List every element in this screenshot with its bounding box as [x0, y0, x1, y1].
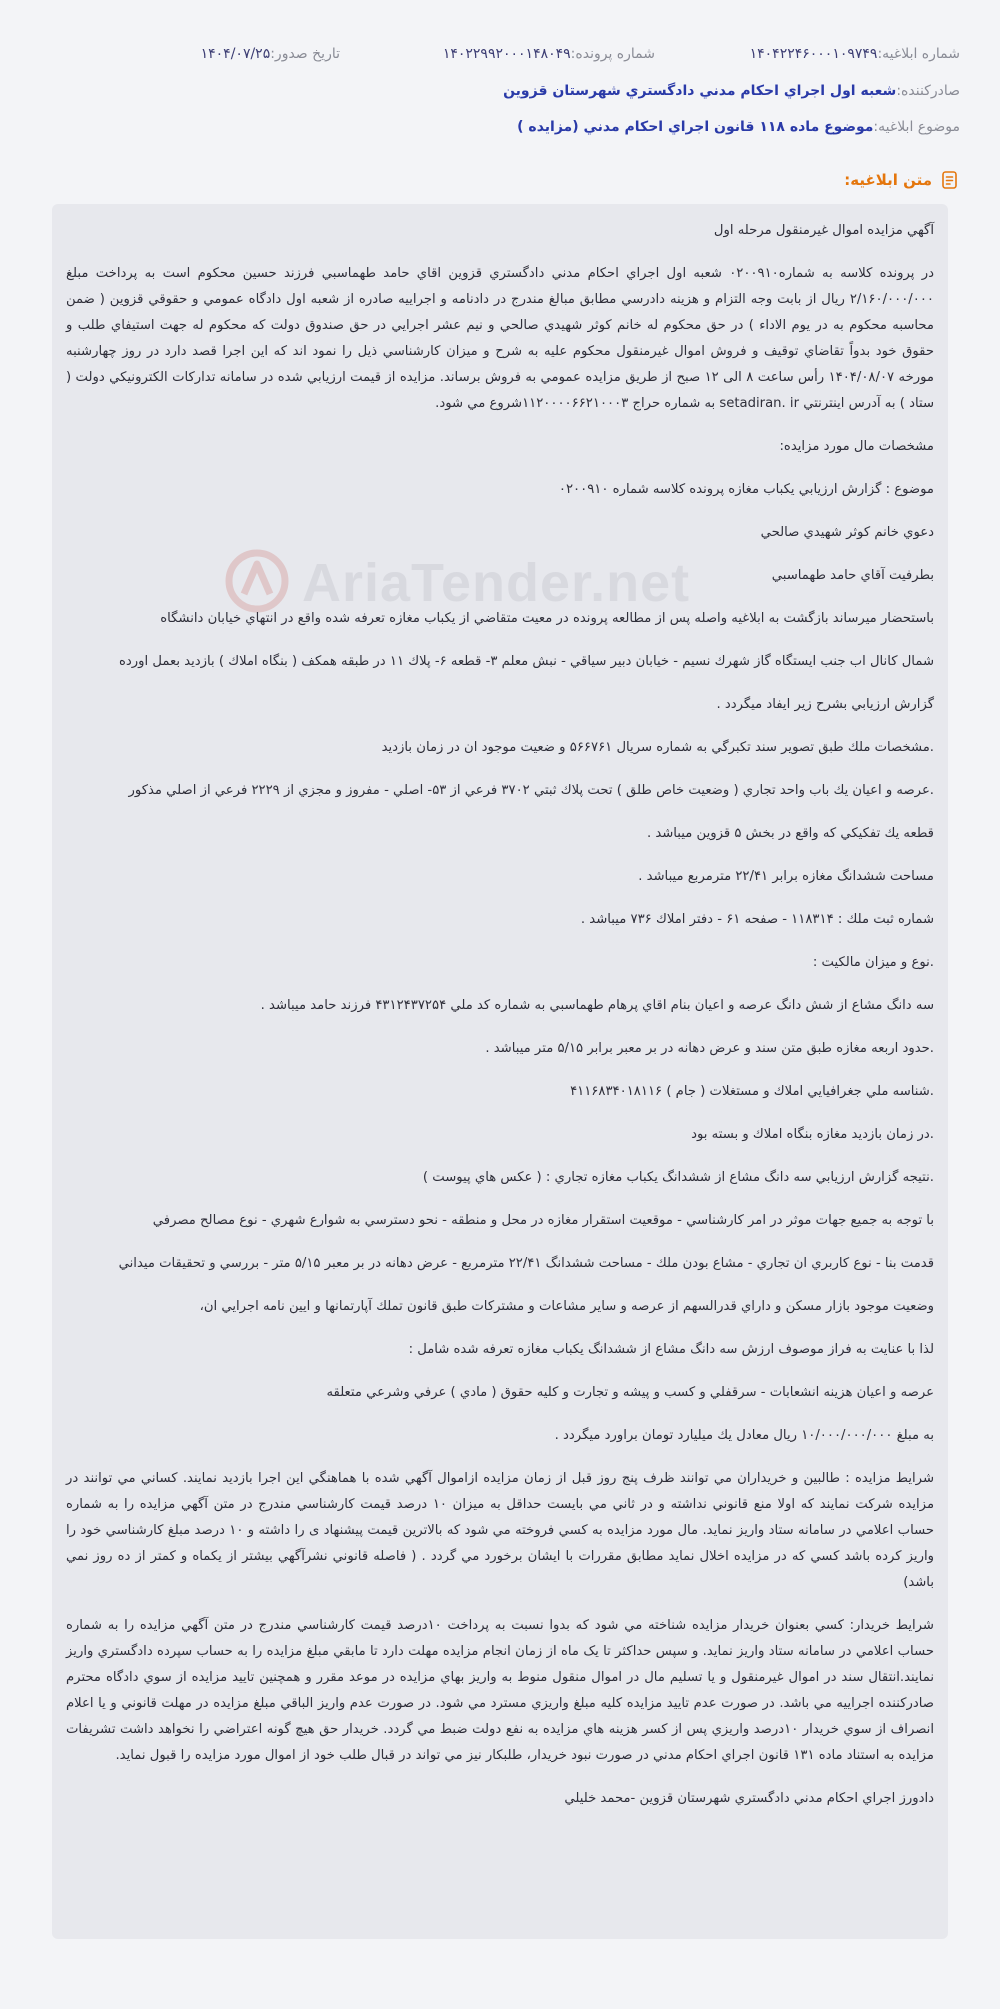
issuer-label: صادرکننده: [896, 83, 960, 99]
notice-paragraph: بطرفيت آقاي حامد طهماسبي [771, 568, 934, 583]
issue-date [201, 46, 340, 62]
notice-paragraph: عرصه و اعيان هزينه انشعابات - سرقفلي و كسب و پيشه و تجارت و كليه حقوق ( مادي ) عرفي وشرعي متعلقه [326, 1385, 934, 1400]
notice-paragraph: .شناسه ملي جغرافيايي املاك و مستغلات ( جام ) ۴۱۱۶۸۳۴۰۱۸۱۱۶ [570, 1084, 934, 1099]
notice-paragraph: .حدود اربعه مغازه طبق متن سند و عرض دهانه در بر معبر برابر ۵/۱۵ متر ميباشد . [485, 1041, 934, 1056]
issuer-row [40, 83, 960, 99]
notice-paragraph: .عرصه و اعيان يك باب واحد تجاري ( وضعيت خاص طلق ) تحت پلاك ثبتي ۳۷۰۲ فرعي از ۵۳- اصلي - مفروز و مجزي از ۲۲۲۹ فرعي از اصلي مذكور [128, 783, 934, 798]
notice-number-value: ۱۴۰۴۲۲۴۶۰۰۰۱۰۹۷۴۹ [749, 46, 878, 62]
notice-paragraph: .نوع و ميزان مالكيت : [812, 955, 934, 970]
notice-paragraph: مشخصات مال مورد مزايده: [779, 439, 934, 454]
case-number [443, 46, 655, 62]
notice-paragraph: قدمت بنا - نوع كاربري ان تجاري - مشاع بودن ملك - مساحت ششدانگ ۲۲/۴۱ مترمربع - عرض دهانه در بر معبر ۵/۱۵ متر - بررسي و تحقيقات ميداني [118, 1256, 934, 1271]
notice-paragraph: لذا با عنايت به فراز موصوف ارزش سه دانگ مشاع از ششدانگ يكباب مغازه تعرفه شده شامل : [408, 1342, 934, 1357]
notice-paragraph: دادورز اجراي احکام مدني دادگستري شهرستان قزوين -محمد خليلي [564, 1791, 934, 1806]
document-text-icon [940, 170, 960, 190]
watermark-text: AriaTender.net [302, 553, 691, 613]
notice-paragraph: آگهي مزايده اموال غيرمنقول مرحله اول [713, 223, 934, 238]
notice-paragraph: شرايط مزايده : طالبين و خريداران مي توانند ظرف پنج روز قبل از زمان مزايده ازاموال آگهي شده با هماهنگي اين اجرا بازديد نمايند. كساني مي توانند در مزايده شركت نمايند كه اولا منع قانوني نداشته و در ثاني مي بايست حداقل به ميزان ۱۰ درصد قيمت كارشناسي مندرج در متن آگهي مزايده را به شماره حساب اعلامي در سامانه ستاد واريز نمايد. مال مورد مزايده به كسي فروخته مي شود كه بالاترين قيمت پيشنهاد ی را داشته و ۱۰ درصد مبلغ كارشناسي خود را واريز كرده باشد كسي كه در مزايده اخلال نمايد مطابق مقررات با ايشان برخورد مي گردد . ( فاصله قانوني نشرآگهي بيشتر از يكماه و كمتر از ده روز نمي باشد) [66, 1471, 935, 1590]
notice-paragraph: سه دانگ مشاع از شش دانگ عرصه و اعيان بنام اقاي پرهام طهماسبي به شماره كد ملي ۴۳۱۲۴۳۷۲۵۴ فرزند حامد ميباشد . [260, 998, 934, 1013]
notice-paragraph: شمال كانال اب جنب ايستگاه گاز شهرك نسيم - خيابان دبير سياقي - نبش معلم ۳- قطعه ۶- پلاك ۱۱ در طبقه همكف ( بنگاه املاك ) بازديد بعمل اورده [119, 654, 934, 669]
notice-paragraph: با توجه به جميع جهات موثر در امر كارشناسي - موقعيت استقرار مغازه در محل و منطقه - نحو دسترسي به شوارع شهري - نوع مصالح مصرفي [152, 1213, 934, 1228]
notice-paragraph: .در زمان بازديد مغازه بنگاه املاك و بسته بود [691, 1127, 934, 1142]
subject-value: موضوع ماده ۱۱۸ قانون اجراي احکام مدني (مزايده ) [517, 119, 874, 135]
notice-paragraph: در پرونده كلاسه به شماره۰۲۰۰۹۱۰ شعبه اول اجراي احكام مدني دادگستري قزوين اقاي حامد طهماسبي فرزند حسين محکوم است به پرداخت مبلغ ۲/۱۶۰/۰۰۰/۰۰۰ ريال از بابت وجه التزام و هزينه دادرسي مطابق مبالغ مندرج در دادنامه و اجراييه صادره از شعبه اول دادگاه عمومي و حقوقي قزوين ( ضمن محاسبه محکوم به در يوم الاداء ) در حق محكوم له خانم كوثر شهيدي صالحي و نيم عشر اجرايي در حق صندوق دولت كه محكوم له جهت استيفاي طلب و حقوق خود بدواً تقاضاي توقيف و فروش اموال غيرمنقول محكوم عليه به شرح و ميزان كارشناسي ذيل را نمود اند كه اين اجرا قصد دارد در روز چهارشنبه مورخه ۱۴۰۴/۰۸/۰۷ رأس ساعت ۸ الی ۱۲ صبح از طريق مزايده عمومي به فروش برساند. مزايده از قيمت ارزيابي شده در سامانه تداركات الكترونيكي دولت ( ستاد ) به آدرس اينترنتي setadiran. ir به شماره حراج ۱۱۲۰۰۰۰۶۶۲۱۰۰۰۳شروع مي شود. [66, 266, 934, 411]
notice-paragraph: دعوي خانم كوثر شهيدي صالحي [760, 525, 934, 540]
case-number-value: ۱۴۰۲۲۹۹۲۰۰۰۱۴۸۰۴۹ [442, 46, 571, 62]
notice-number-label: شماره ابلاغيه: [877, 46, 960, 62]
issuer-value: شعبه اول اجراي احکام مدني دادگستري شهرستان قزوين [503, 83, 897, 99]
notice-body-card [52, 204, 948, 1939]
notice-body-text [66, 218, 934, 1829]
subject-row [40, 119, 960, 135]
notice-paragraph: موضوع : گزارش ارزيابي يكباب مغازه پرونده كلاسه شماره ۰۲۰۰۹۱۰ [558, 482, 934, 497]
notice-paragraph: شرايط خريدار: كسي بعنوان خريدار مزايده شناخته مي شود كه بدوا نسبت به پرداخت ۱۰درصد قيمت كارشناسي مندرج در متن آگهي مزايده را به شماره حساب اعلامي در سامانه ستاد واريز نمايد. و سپس حداكثر تا يک ماه از زمان انجام مزايده مهلت دارد تا مابقي مبلغ مزايده را به حساب سپرده دادگستري واريز نمايند.انتقال سند در اموال غيرمنقول و يا تسليم مال در اموال منقول منوط به واريز بهاي مزايده در موعد مقرر و همچنين تاييد مزايده از سوي دادگاه محترم صادركننده اجراييه مي باشد. در صورت عدم تاييد مزايده كليه مبلغ واريزي مسترد مي شود. در صورت عدم واريز الباقي مبلغ مزايده در مهلت قانوني و يا اعلام انصراف از سوي خريدار ۱۰درصد واريزي پس از كسر هزينه هاي مزايده به نفع دولت ضبط مي گردد. خريدار حق هيچ گونه اعتراضي را نخواهد داشت تشريفات مزايده به استناد ماده ۱۳۱ قانون اجراي احكام مدني در صورت نبود خريدار، طلبكار نيز مي تواند در قبال طلب خود از اموال مورد مزايده را قبول نمايد. [66, 1618, 934, 1763]
notice-paragraph: شماره ثبت ملك : ۱۱۸۳۱۴ - صفحه ۶۱ - دفتر املاك ۷۳۶ ميباشد . [580, 912, 934, 927]
notice-paragraph: قطعه يك تفكيكي كه واقع در بخش ۵ قزوين ميباشد . [646, 826, 934, 841]
subject-label: موضوع ابلاغيه: [873, 119, 960, 135]
notice-paragraph: گزارش ارزيابي بشرح زير ايفاد ميگردد . [716, 697, 934, 712]
notice-paragraph: وضعيت موجود بازار مسكن و داراي قدرالسهم از عرصه و ساير مشاعات و مشتركات طبق قانون تملك آپارتمانها و ايين نامه اجرايي ان، [199, 1299, 934, 1314]
notice-text-heading [844, 170, 960, 190]
issue-date-value: ۱۴۰۴/۰۷/۲۵ [200, 46, 271, 62]
notice-number [750, 46, 960, 62]
notice-paragraph: .مشخصات ملك طبق تصوير سند تكبرگي به شماره سريال ۵۶۶۷۶۱ و ضعيت موجود ان در زمان بازديد [381, 740, 934, 755]
notice-text-title: متن ابلاغيه: [844, 171, 932, 189]
notice-paragraph: باستحضار ميرساند بازگشت به ابلاغيه واصله پس از مطالعه پرونده در معيت متقاضي از يكباب مغازه تعرفه شده واقع در انتهاي خيابان دانشگاه [160, 611, 934, 626]
notice-paragraph: .نتيجه گزارش ارزيابي سه دانگ مشاع از ششدانگ يكباب مغازه تجاري : ( عكس هاي پيوست ) [422, 1170, 934, 1185]
notice-paragraph: مساحت ششدانگ مغازه برابر ۲۲/۴۱ مترمربع ميباشد . [638, 869, 934, 884]
case-number-label: شماره پرونده: [570, 46, 655, 62]
issue-date-label: تاريخ صدور: [270, 46, 340, 62]
notice-paragraph: به مبلغ ۱۰/۰۰۰/۰۰۰/۰۰۰ ريال معادل يك ميليارد تومان براورد ميگردد . [554, 1428, 934, 1443]
